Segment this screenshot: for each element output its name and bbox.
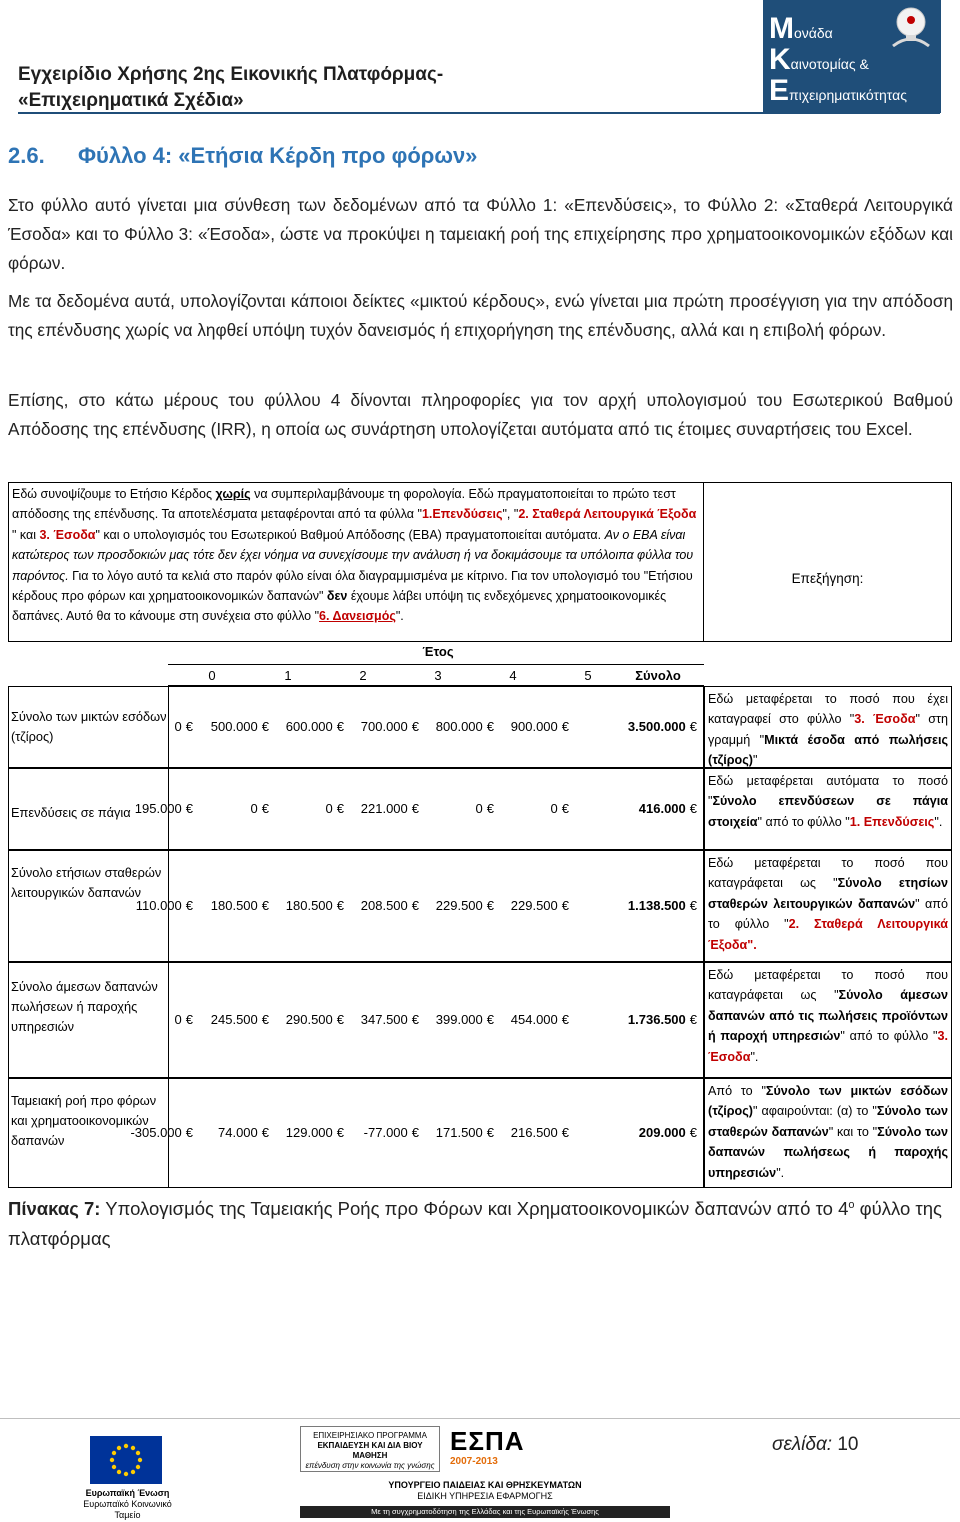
cell-amount: 900.000 <box>510 719 558 734</box>
year-header-5: 5 <box>584 668 592 683</box>
caption-superscript: ο <box>848 1199 855 1211</box>
document-title-line2: «Επιχειρηματικά Σχέδια» <box>18 90 244 111</box>
row-label: Ταμειακή ροή προ φόρων και χρηματοοικονομικών δαπανών <box>11 1093 157 1148</box>
euro-sign: € <box>261 801 269 816</box>
explanation-segment: Σύνολο των μικτών εσόδων (τζίρος) <box>708 1084 948 1119</box>
euro-sign: € <box>411 1012 419 1027</box>
eu-stars-icon <box>90 1436 162 1484</box>
value-cell-year-5 <box>511 1012 569 1027</box>
value-cell-year-5 <box>511 1125 569 1140</box>
row-explanation <box>704 686 952 768</box>
cell-amount: 229.500 <box>510 898 558 913</box>
cell-amount: 454.000 <box>510 1012 558 1027</box>
euro-sign: € <box>261 1012 269 1027</box>
value-cell-year-2 <box>286 898 344 913</box>
explanation-segment: Σύνολο άμεσων δαπανών από τις πωλήσεις προϊόντων ή παροχή υπηρεσιών <box>708 988 948 1044</box>
logo-letter-e: Ε <box>769 74 790 107</box>
euro-sign: € <box>411 1125 419 1140</box>
explanation-segment: Εδώ μεταφέρεται το ποσό που καταγράφεται ως " <box>708 968 948 1003</box>
espa-years: 2007-2013 <box>450 1456 498 1467</box>
explanation-segment: " <box>753 753 758 768</box>
euro-sign: € <box>336 719 344 734</box>
cell-amount: -77.000 <box>363 1125 408 1140</box>
cell-amount: 171.500 <box>435 1125 483 1140</box>
value-cell-year-2 <box>326 801 344 816</box>
row-label-cell <box>9 687 169 767</box>
cell-amount: 500.000 <box>210 719 258 734</box>
value-cell-year-4 <box>436 1125 494 1140</box>
cell-amount: 0 <box>550 801 558 816</box>
eu-text: Ευρωπαϊκή Ένωση Ευρωπαϊκό Κοινωνικό Ταμείο <box>83 1488 172 1520</box>
explanation-segment: Σύνολο ετησίων σταθερών λειτουργικών δαπανών <box>708 876 948 911</box>
section-title: Φύλλο 4: «Ετήσια Κέρδη προ φόρων» <box>78 143 478 168</box>
sheet-note: Εδώ συνοψίζουμε το Ετήσιο Κέρδος χωρίς να συμπεριλαμβάνουμε τη φορολογία. Εδώ πραγματοποιείται το πρώτο τεστ απόδοσης της επένδυσης. Τα αποτελέσματα μεταφέρονται από τα φύλλα "1.Επενδύσεις", "2. Σταθερά Λειτουργικά Έξοδα " και 3. Έσοδα" και ο υπολογισμός του Εσωτερικού Βαθμού Απόδοσης (ΕΒΑ) πραγματοποιείται αυτόματα. Αν ο ΕΒΑ είναι κατώτερος των προσδοκιών μας τότε δεν έχει νόημα να συνεχίσουμε την ανάλυση ή να δοκιμάσουμε τα υπόλοιπα φύλλα του παρόντος. Για το λόγο αυτό τα κελιά στο παρόν φύλο είναι όλα διαγραμμισμένα με κίτρινο. Για τον υπολογισμό του "Ετήσιου κέρδους προ φόρων και χρηματοοικονομικών δαπανών" δεν έχουμε λάβει υπόψη τις ενδεχόμενες χρηματοοικονομικές δαπάνες. Αυτό θα το κάνουμε στη συνέχεια στο φύλλο "6. Δανεισμός". <box>8 482 704 642</box>
logo-word-3: πιχειρηματικότητας <box>789 87 907 103</box>
euro-sign: € <box>689 1012 697 1027</box>
explanation-segment: 3. Έσοδα <box>854 712 916 727</box>
cell-amount: 700.000 <box>360 719 408 734</box>
eu-flag-icon <box>90 1436 162 1484</box>
logo-letter-m: Μ <box>769 12 794 45</box>
value-cell-year-4 <box>436 1012 494 1027</box>
value-cell-year-0 <box>175 1012 193 1027</box>
explanation-segment: " αφαιρούνται: (α) το " <box>753 1104 877 1119</box>
cell-amount: 195.000 <box>134 801 182 816</box>
explanation-segment: " στη γραμμή " <box>708 712 948 747</box>
cell-amount: 347.500 <box>360 1012 408 1027</box>
explanation-segment: Σύνολο των δαπανών πωλήσεως ή παροχής υπηρεσιών <box>708 1124 948 1180</box>
section-heading <box>8 143 477 169</box>
unit-logo <box>763 0 941 113</box>
caption-text-end: φύλλο της πλατφόρμας <box>8 1198 942 1250</box>
explanation-segment: Εδώ μεταφέρεται το ποσό που έχει καταγραφεί στο φύλλο " <box>708 692 948 727</box>
spreadsheet-excerpt <box>8 482 952 1188</box>
value-cell-year-5 <box>511 719 569 734</box>
value-cell-year-3 <box>361 1012 419 1027</box>
explanation-segment: 2. Σταθερά Λειτουργικά Έξοδα". <box>708 917 948 952</box>
logo-word-2: αινοτομίας & <box>790 56 869 72</box>
euro-sign: € <box>411 898 419 913</box>
cell-amount: 0 <box>325 801 333 816</box>
euro-sign: € <box>486 1012 494 1027</box>
value-cell-year-0 <box>130 1125 193 1140</box>
ministry-text: ΥΠΟΥΡΓΕΙΟ ΠΑΙΔΕΙΑΣ ΚΑΙ ΘΡΗΣΚΕΥΜΑΤΩΝ ΕΙΔΙΚΗ ΥΠΗΡΕΣΙΑ ΕΦΑΡΜΟΓΗΣ <box>388 1480 582 1501</box>
euro-sign: € <box>336 1012 344 1027</box>
euro-sign: € <box>185 719 193 734</box>
cell-amount: 208.500 <box>360 898 408 913</box>
cell-amount: 290.500 <box>285 1012 333 1027</box>
euro-sign: € <box>185 1125 193 1140</box>
value-cell-year-2 <box>286 1012 344 1027</box>
cell-amount: 800.000 <box>435 719 483 734</box>
espa-name: ΕΣΠΑ <box>450 1426 525 1456</box>
explanation-segment: 3. Έσοδα <box>708 1029 948 1064</box>
value-cell-year-3 <box>361 719 419 734</box>
row-total-cell <box>628 1012 697 1027</box>
cell-amount: 180.500 <box>210 898 258 913</box>
value-cell-year-3 <box>364 1125 419 1140</box>
caption-label: Πίνακας 7: <box>8 1198 101 1220</box>
euro-sign: € <box>261 898 269 913</box>
year-header-2: 2 <box>359 668 367 683</box>
explanation-segment: Μικτά έσοδα από πωλήσεις (τζίρος) <box>708 732 949 768</box>
row-total-cell <box>639 1125 697 1140</box>
value-cell-year-0 <box>135 801 193 816</box>
euro-sign: € <box>689 1125 697 1140</box>
table-row <box>8 686 704 768</box>
euro-sign: € <box>486 719 494 734</box>
espa-logo-block <box>300 1426 670 1518</box>
paragraph-1: Στο φύλλο αυτό γίνεται μια σύνθεση των δεδομένων από τα Φύλλο 1: «Επενδύσεις», το Φύλλο 2: «Σταθερά Λειτουργικά Έσοδα» και το Φύλλο 3: «Έσοδα», ώστε να προκύψει η ταμειακή ροή της επιχείρησης προ χρηματοοικονομικών εξόδων και φόρων. <box>8 195 953 273</box>
explanation-header-cell <box>704 482 952 642</box>
explanation-segment: Σύνολο επενδύσεων σε πάγια στοιχεία <box>708 794 948 829</box>
value-cell-year-5 <box>511 898 569 913</box>
value-cell-year-4 <box>436 898 494 913</box>
value-cell-year-3 <box>361 801 419 816</box>
explanation-segment: 1. Επενδύσεις <box>849 814 935 829</box>
euro-sign: € <box>561 801 569 816</box>
explanation-segment: Εδώ μεταφέρεται το ποσό που καταγράφεται ως " <box>708 856 948 891</box>
value-cell-year-0 <box>136 898 193 913</box>
table-row <box>8 1078 704 1188</box>
explanation-segment: ". <box>776 1165 785 1180</box>
cell-amount: 0 <box>250 801 258 816</box>
value-cell-year-4 <box>436 719 494 734</box>
cell-amount: 0 <box>174 719 182 734</box>
value-cell-year-2 <box>286 1125 344 1140</box>
euro-sign: € <box>411 801 419 816</box>
logo-letter-k: Κ <box>769 43 791 76</box>
year-header-4: 4 <box>509 668 517 683</box>
espa-logo <box>450 1426 660 1472</box>
cell-amount: 216.500 <box>510 1125 558 1140</box>
row-label: Σύνολο άμεσων δαπανών πωλήσεων ή παροχής υπηρεσιών <box>11 979 158 1034</box>
value-cell-year-1 <box>211 1012 269 1027</box>
explanation-segment: Από το " <box>708 1084 766 1098</box>
cell-amount: 110.000 <box>135 898 182 913</box>
explanation-segment: " από το φύλλο " <box>840 1029 938 1044</box>
euro-sign: € <box>185 801 193 816</box>
section-number: 2.6. <box>8 143 45 168</box>
paragraph-2: Με τα δεδομένα αυτά, υπολογίζονται κάποιοι δείκτες «μικτού κέρδους», ενώ γίνεται μια πρώτη προσέγγιση για την απόδοση της επένδυσης χωρίς να ληφθεί υπόψη τυχόν δανεισμός ή επιχορήγηση της επένδυσης, αλλά και η επιβολή φόρων. <box>8 291 953 340</box>
logo-word-1: ονάδα <box>794 25 833 41</box>
table-row <box>8 768 704 850</box>
euro-sign: € <box>185 898 193 913</box>
header-divider <box>18 112 940 114</box>
year-header-row <box>168 664 704 686</box>
explanation-segment: " από το φύλλο " <box>757 814 850 829</box>
euro-sign: € <box>411 719 419 734</box>
euro-sign: € <box>486 1125 494 1140</box>
euro-sign: € <box>689 719 697 734</box>
euro-sign: € <box>561 1012 569 1027</box>
row-label: Σύνολο ετήσιων σταθερών λειτουργικών δαπανών <box>11 865 162 900</box>
cell-amount: 221.000 <box>360 801 408 816</box>
value-cell-year-5 <box>551 801 569 816</box>
document-header <box>0 0 960 116</box>
euro-sign: € <box>261 719 269 734</box>
row-total-cell <box>628 898 697 913</box>
value-cell-year-4 <box>476 801 494 816</box>
year-title: Έτος <box>422 644 454 659</box>
explanation-segment: Εδώ μεταφέρεται αυτόματα το ποσό " <box>708 774 948 809</box>
euro-sign: € <box>336 898 344 913</box>
page-number: σελίδα: 10 <box>772 1434 859 1455</box>
euro-sign: € <box>561 1125 569 1140</box>
row-explanation <box>704 1078 952 1188</box>
euro-sign: € <box>689 898 697 913</box>
logo-row-3 <box>769 76 907 110</box>
cell-amount: 229.500 <box>435 898 483 913</box>
cell-amount: 245.500 <box>210 1012 258 1027</box>
euro-sign: € <box>561 898 569 913</box>
footer-divider <box>0 1418 960 1419</box>
euro-sign: € <box>185 1012 193 1027</box>
value-cell-year-3 <box>361 898 419 913</box>
row-explanation <box>704 962 952 1078</box>
total-amount: 209.000 <box>638 1125 686 1140</box>
euro-sign: € <box>486 898 494 913</box>
euro-sign: € <box>261 1125 269 1140</box>
row-total-cell <box>628 719 697 734</box>
value-cell-year-1 <box>218 1125 269 1140</box>
year-header-3: 3 <box>434 668 442 683</box>
explanation-segment: ". <box>934 814 943 829</box>
euro-sign: € <box>336 1125 344 1140</box>
value-cell-year-1 <box>211 898 269 913</box>
paragraph-3: Επίσης, στο κάτω μέρους του φύλλου 4 δίνονται πληροφορίες για τον αρχή υπολογισμού του Εσωτερικού Βαθμού Απόδοσης της επένδυσης (IRR), η οποία ως συνάρτηση υπολογίζεται αυτόματα από τις έτοιμες συναρτήσεις του Excel. <box>8 390 953 439</box>
cell-amount: 600.000 <box>285 719 333 734</box>
row-label-cell <box>9 963 169 1077</box>
total-amount: 3.500.000 <box>627 719 686 734</box>
value-cell-year-0 <box>175 719 193 734</box>
euro-sign: € <box>336 801 344 816</box>
cell-amount: 0 <box>174 1012 182 1027</box>
document-title <box>18 62 443 114</box>
value-cell-year-1 <box>211 719 269 734</box>
explanation-label: Επεξήγηση: <box>791 571 864 586</box>
euro-sign: € <box>561 719 569 734</box>
year-header-total: Σύνολο <box>635 668 681 683</box>
eu-logo <box>80 1436 175 1520</box>
year-header-1: 1 <box>284 668 292 683</box>
cell-amount: 74.000 <box>218 1125 258 1140</box>
lightbulb-figure-icon <box>881 2 937 54</box>
value-cell-year-2 <box>286 719 344 734</box>
explanation-segment: ". <box>750 1049 759 1064</box>
total-amount: 416.000 <box>638 801 686 816</box>
cell-amount: -305.000 <box>130 1125 182 1140</box>
total-amount: 1.138.500 <box>627 898 686 913</box>
row-total-cell <box>639 801 697 816</box>
row-explanation <box>704 850 952 962</box>
cell-amount: 180.500 <box>285 898 333 913</box>
row-label: Σύνολο των μικτών εσόδων (τζίρος) <box>11 709 167 744</box>
table-caption <box>8 1190 953 1254</box>
euro-sign: € <box>486 801 494 816</box>
explanation-segment: " και το " <box>828 1124 878 1139</box>
table-row <box>8 962 704 1078</box>
document-title-line1: Εγχειρίδιο Χρήσης 2ης Εικονικής Πλατφόρμας- <box>18 64 444 85</box>
value-cell-year-1 <box>251 801 269 816</box>
table-row <box>8 850 704 962</box>
cell-amount: 129.000 <box>285 1125 333 1140</box>
euro-sign: € <box>689 801 697 816</box>
explanation-segment: " από το φύλλο " <box>708 896 948 932</box>
total-amount: 1.736.500 <box>627 1012 686 1027</box>
cofunding-bar: Με τη συγχρηματοδότηση της Ελλάδας και της Ευρωπαϊκής Ένωσης <box>300 1506 670 1518</box>
row-explanation <box>704 768 952 850</box>
caption-text: Υπολογισμός της Ταμειακής Ροής προ Φόρων και Χρηματοοικονομικών δαπανών από το 4 <box>100 1198 849 1220</box>
row-label: Επενδύσεις σε πάγια <box>11 805 131 820</box>
explanation-segment: Σύνολο των σταθερών δαπανών <box>708 1104 948 1139</box>
cell-amount: 399.000 <box>435 1012 483 1027</box>
operational-programme-box: ΕΠΙΧΕΙΡΗΣΙΑΚΟ ΠΡΟΓΡΑΜΜΑ ΕΚΠΑΙΔΕΥΣΗ ΚΑΙ ΔΙΑ ΒΙΟΥ ΜΑΘΗΣΗ επένδυση στην κοινωνία της γνώσης <box>300 1426 440 1472</box>
year-header-0: 0 <box>208 668 216 683</box>
cell-amount: 0 <box>475 801 483 816</box>
